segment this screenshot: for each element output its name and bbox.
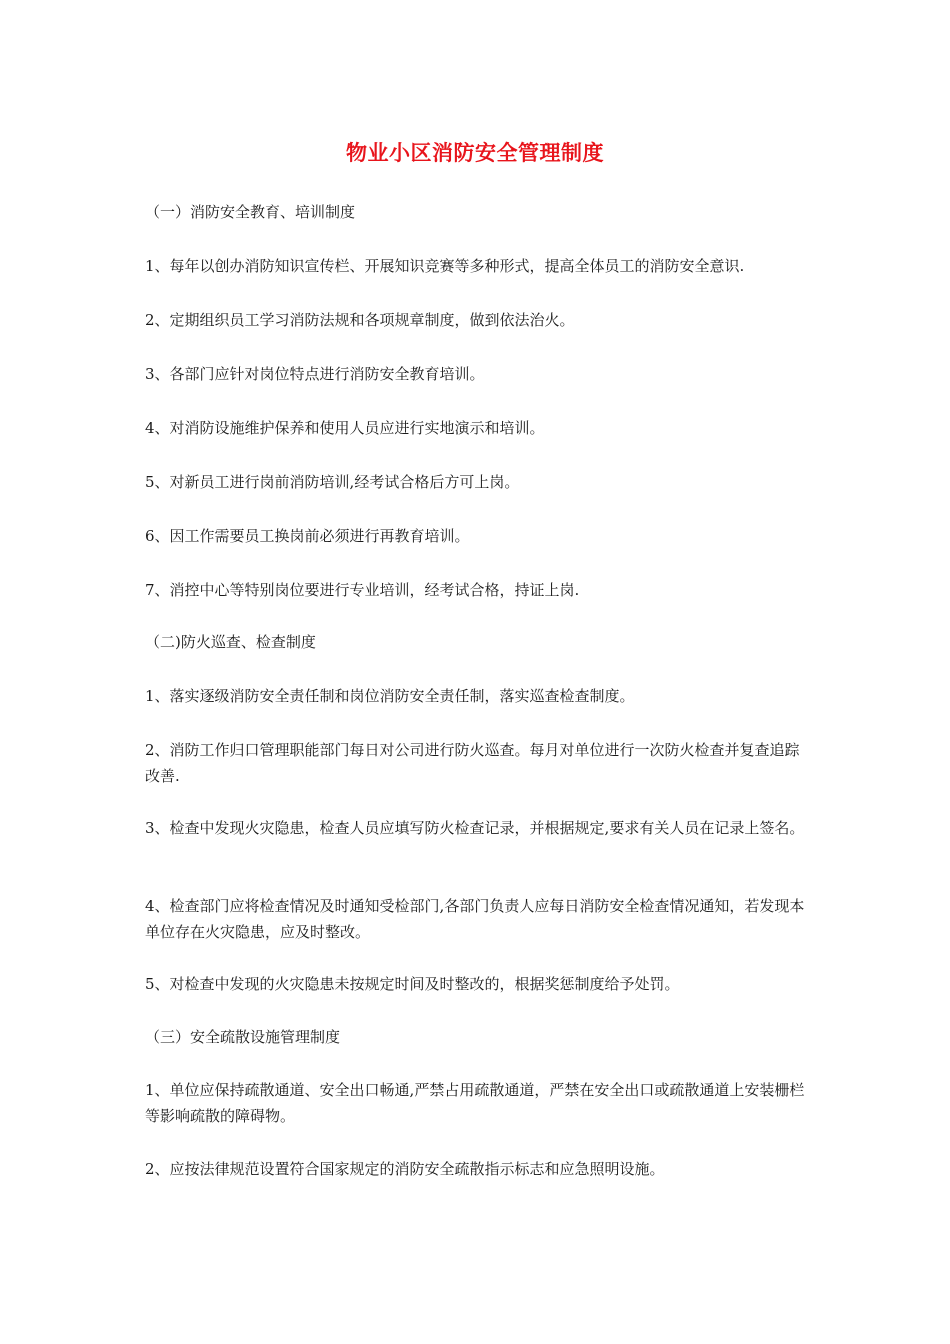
paragraph: 6、因工作需要员工换岗前必须进行再教育培训。	[145, 527, 470, 545]
paragraph: 2、应按法律规范设置符合国家规定的消防安全疏散指示标志和应急照明设施。	[145, 1160, 665, 1178]
paragraph: 5、对新员工进行岗前消防培训,经考试合格后方可上岗。	[145, 473, 520, 491]
paragraph: 1、每年以创办消防知识宣传栏、开展知识竞赛等多种形式，提高全体员工的消防安全意识.	[145, 257, 745, 275]
paragraph: 1、落实逐级消防安全责任制和岗位消防安全责任制，落实巡查检查制度。	[145, 687, 635, 705]
section-heading-1: （一）消防安全教育、培训制度	[145, 203, 356, 221]
paragraph: 7、消控中心等特别岗位要进行专业培训，经考试合格，持证上岗.	[145, 581, 580, 599]
paragraph: 2、定期组织员工学习消防法规和各项规章制度，做到依法治火。	[145, 311, 575, 329]
paragraph: 5、对检查中发现的火灾隐患未按规定时间及时整改的，根据奖惩制度给予处罚。	[145, 975, 680, 993]
paragraph: 3、各部门应针对岗位特点进行消防安全教育培训。	[145, 365, 485, 383]
paragraph: 1、单位应保持疏散通道、安全出口畅通,严禁占用疏散通道，严禁在安全出口或疏散通道上安装栅栏等影响疏散的障碍物。	[145, 1081, 805, 1125]
document-title: 物业小区消防安全管理制度	[346, 141, 604, 165]
section-heading-2: （二)防火巡查、检查制度	[145, 633, 316, 651]
paragraph: 4、检查部门应将检查情况及时通知受检部门,各部门负责人应每日消防安全检查情况通知，若发现本单位存在火灾隐患，应及时整改。	[145, 897, 805, 941]
paragraph: 3、检查中发现火灾隐患，检查人员应填写防火检查记录，并根据规定,要求有关人员在记录上签名。	[145, 819, 805, 837]
paragraph: 4、对消防设施维护保养和使用人员应进行实地演示和培训。	[145, 419, 545, 437]
section-heading-3: （三）安全疏散设施管理制度	[145, 1028, 341, 1046]
paragraph: 2、消防工作归口管理职能部门每日对公司进行防火巡查。每月对单位进行一次防火检查并复查追踪改善.	[145, 741, 800, 785]
